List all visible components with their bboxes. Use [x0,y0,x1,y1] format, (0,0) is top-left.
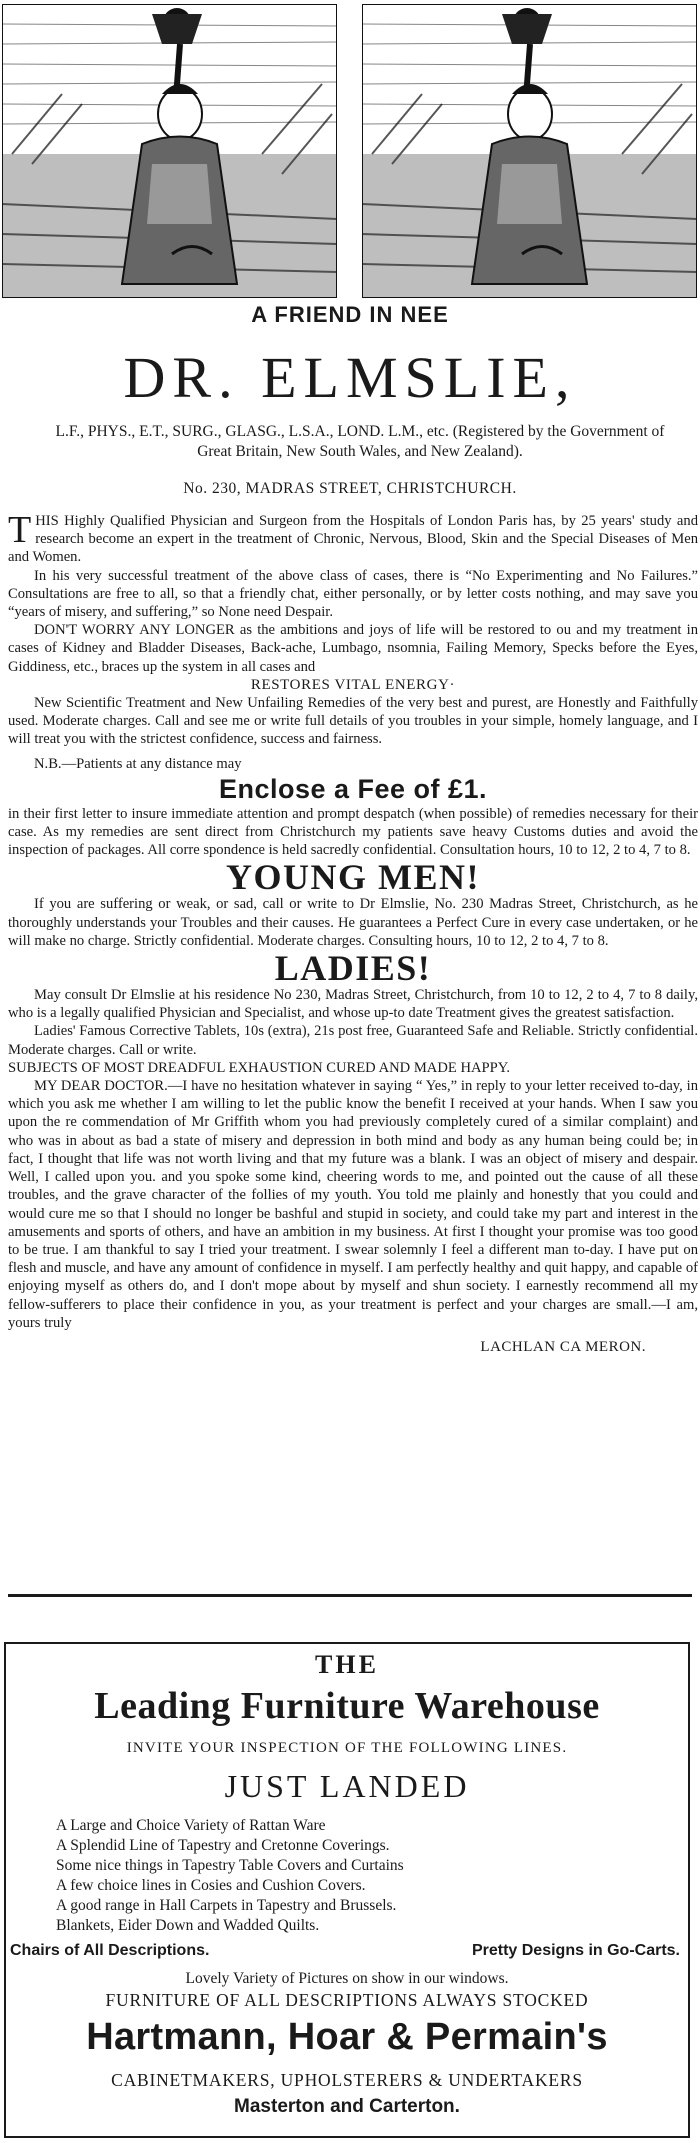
ad2-firm-name: Hartmann, Hoar & Permain's [86,2016,608,2058]
doctor-credentials: L.F., PHYS., E.T., SURG., GLASG., L.S.A., LOND. L.M., etc. (Registered by the Government of Great Britain, New South Wales, and New Zealand). [55,423,665,460]
ad2-the: THE [315,1650,379,1679]
ladies-heading: LADIES! [274,948,432,989]
intro-text: HIS Highly Qualified Physician and Surgeon from the Hospitals of London Paris has, by 25 years' study and research become an expert in the treatment of Chronic, Nervous, Blood, Skin and the Special Diseases of Men and Women. [8,513,698,566]
ad-headline: A FRIEND IN NEE [251,302,449,327]
young-men-heading: YOUNG MEN! [226,857,480,898]
intro-paragraph [8,509,698,567]
list-item: Some nice things in Tapestry Table Covers and Curtains [56,1857,404,1874]
ad2-title: Leading Furniture Warehouse [94,1685,600,1727]
list-item: A few choice lines in Cosies and Cushion Covers. [56,1877,366,1894]
fee-heading: Enclose a Fee of £1. [218,773,488,804]
ad1-body [8,509,698,1356]
doctor-name: DR. ELMSLIE, [123,345,577,410]
ad2-pictures: Lovely Variety of Pictures on show in our windows. [185,1970,509,1987]
list-item: A Splendid Line of Tapestry and Cretonne Coverings. [56,1837,390,1854]
testimonial-paragraph: MY DEAR DOCTOR.—I have no hesitation whatever in saying “ Yes,” in reply to your letter received to-day, in which you ask me whether I am willing to let the public know the benefit I received at your hands. When I saw you upon the re commendation of Mr Griffith whom you had previously completely cured of a similar complaint) and who was in about as bad a state of misery and depression in both mind and body as any human being could be; in fact, I thought that life was not worth living and that my future was a blank. I was an object of misery and despair. Well, I called upon you. and you spoke some kind, cheering words to me, and pointed out the cause of all these troubles, and the grave character of the follies of my youth. You told me plainly and honestly that you could and would cure me so that I should no longer be bashful and stupid in society, and could take my part and interest in the amusements and sports of others, and have an ambition in my business. At first I thought your promise was too good to be true. I am thankful to say I tried your treatment. I swear solemnly I feel a different man to-day. I have put on flesh and muscle, and have any amount of confidence in myself. I am perfectly healthy and quit happy, and capable of enjoying myself as others do, and I don't mope about by myself and shun society. I earnestly recommend all my fellow-sufferers to place their confidence in you, as your treatment is perfect and your charges are small.—I am, yours truly [8,1078,698,1331]
tablets-paragraph: Ladies' Famous Corrective Tablets, 10s (extra), 21s post free, Guaranteed Safe and Reliable. Strictly confidential. Moderate charges. Call or write. [8,1023,698,1058]
ladies-paragraph: May consult Dr Elmslie at his residence No 230, Madras Street, Christchurch, from 10 to 12, 2 to 4, 7 to 8 daily, who is a legally qualified Physician and Specialist, and whose up-to date Treatment gives the greatest satisfaction. [8,987,698,1022]
ad2-gocarts: Pretty Designs in Go-Carts. [471,1942,680,1959]
doctor-address: No. 230, MADRAS STREET, CHRISTCHURCH. [183,480,517,497]
furniture-ad-box [4,1642,690,2138]
testimonial-signature: LACHLAN CA MERON. [480,1338,646,1355]
list-item: Blankets, Eider Down and Wadded Quilts. [56,1917,320,1934]
ad2-invite: INVITE YOUR INSPECTION OF THE FOLLOWING LINES. [126,1740,568,1756]
illustration-row [0,0,700,300]
fee-paragraph: in their first letter to insure immediate attention and prompt despatch (when possible) of remedies necessary for their case. As my remedies are sent direct from Christchurch my patients save heavy Customs duties and avoid the inspection of packages. All corre spondence is held sacredly confidential. Consultation hours, 10 to 12, 2 to 4, 7 to 8. [8,805,698,859]
woman-with-torch-illustration-right [362,4,697,298]
ad2-chairs: Chairs of All Descriptions. [10,1942,210,1959]
drop-cap: T [8,509,32,551]
subjects-heading: SUBJECTS OF MOST DREADFUL EXHAUSTION CURED AND MADE HAPPY. [8,1059,511,1076]
remedies-paragraph: New Scientific Treatment and New Unfailing Remedies of the very best and purest, are Honestly and Faithfully used. Moderate charges. Call and see me or write full details of you troubles in your simple, homely language, and I will treat you with the strictest confidence, success and fairness. [8,695,698,748]
ad2-just-landed: JUST LANDED [224,1768,470,1804]
column-rule [8,1594,692,1597]
young-men-paragraph: If you are suffering or weak, or sad, call or write to Dr Elmslie, No. 230 Madras Street, Christchurch, as he thoroughly understands your Troubles and their causes. He guarantees a Perfect Cure in every case undertaken, or he will make no charge. Strictly confidential. Moderate charges. Consulting hours, 10 to 12, 2 to 4, 7 to 8. [8,896,698,949]
list-item: A good range in Hall Carpets in Tapestry and Brussels. [56,1897,397,1914]
ad2-stocked: FURNITURE OF ALL DESCRIPTIONS ALWAYS STOCKED [105,1990,589,2010]
restores-heading: RESTORES VITAL ENERGY· [250,676,456,693]
ad2-item-list [56,1816,676,1936]
ad2-town: Masterton and Carterton. [234,2096,460,2117]
ad2-trades: CABINETMAKERS, UPHOLSTERERS & UNDERTAKERS [111,2070,583,2090]
treatment-paragraph: In his very successful treatment of the above class of cases, there is “No Experimenting and No Failures.” Consultations are free to all, so that a friendly chat, either personally, or by letter costs nothing, and may save you “years of misery, and suffering,” so None need Despair. [8,567,698,621]
dont-worry-paragraph: DON'T WORRY ANY LONGER as the ambitions and joys of life will be restored to ou and my treatment in cases of Kidney and Bladder Diseases, Back-ache, Lumbago, nsomnia, Failing Memory, Specks before the Eyes, Giddiness, etc., braces up the system in all cases and [8,622,698,675]
list-item: A Large and Choice Variety of Rattan Ware [56,1817,326,1834]
woman-with-torch-illustration-left [2,4,337,298]
nb-line: N.B.—Patients at any distance may [34,755,242,772]
